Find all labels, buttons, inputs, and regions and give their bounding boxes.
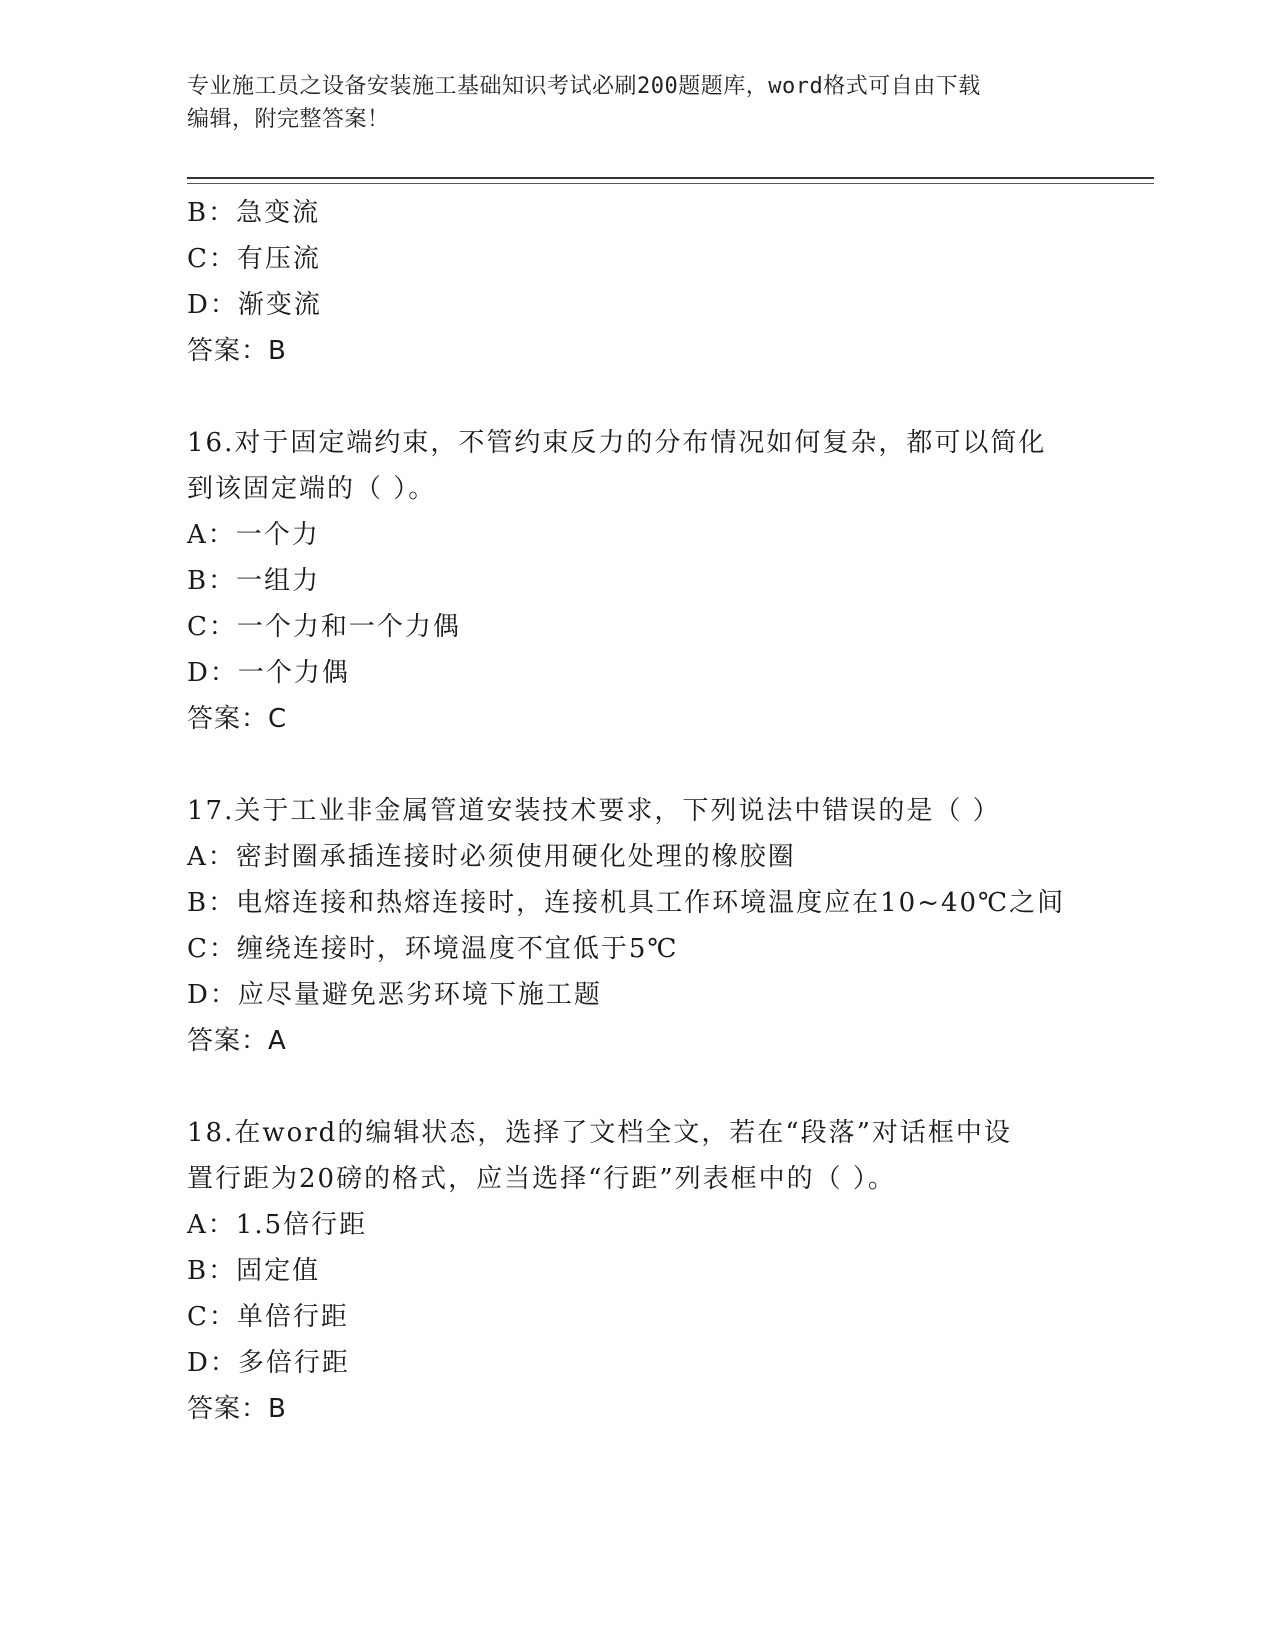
question-stem-continued: 置行距为20磅的格式，应当选择“行距”列表框中的（ ）。 (187, 1164, 896, 1194)
option-b: B：一组力 (187, 566, 321, 596)
option-c: C：缠绕连接时，环境温度不宜低于5℃ (187, 934, 679, 964)
question-content (187, 190, 1087, 1432)
question-stem: 16.对于固定端约束，不管约束反力的分布情况如何复杂，都可以简化 (187, 428, 1047, 458)
header-line-1: 专业施工员之设备安装施工基础知识考试必刷200题题库，word格式可自由下载 (187, 74, 981, 99)
question-15 (187, 190, 1087, 374)
question-stem-continued: 到该固定端的（ ）。 (187, 474, 437, 504)
option-c: C：单倍行距 (187, 1302, 349, 1332)
question-16 (187, 420, 1087, 742)
option-b: B：急变流 (187, 198, 321, 228)
question-stem: 18.在word的编辑状态，选择了文档全文，若在“段落”对话框中设 (187, 1118, 1012, 1148)
option-a: A：1.5倍行距 (187, 1210, 368, 1240)
question-17 (187, 788, 1087, 1064)
spacer (187, 742, 1087, 788)
answer: 答案：B (187, 1394, 287, 1424)
option-d: D：渐变流 (187, 290, 322, 320)
option-b: B：电熔连接和热熔连接时，连接机具工作环境温度应在10~40℃之间 (187, 888, 1066, 918)
document-header (187, 70, 1087, 136)
answer: 答案：B (187, 336, 287, 366)
option-d: D：多倍行距 (187, 1348, 350, 1378)
option-d: D：一个力偶 (187, 658, 350, 688)
header-rule-thick (187, 177, 1154, 179)
answer: 答案：A (187, 1026, 287, 1056)
spacer (187, 1064, 1087, 1110)
question-stem: 17.关于工业非金属管道安装技术要求，下列说法中错误的是（ ） (187, 796, 1001, 826)
option-c: C：有压流 (187, 244, 321, 274)
answer: 答案：C (187, 704, 288, 734)
option-c: C：一个力和一个力偶 (187, 612, 461, 642)
option-a: A：一个力 (187, 520, 320, 550)
option-a: A：密封圈承插连接时必须使用硬化处理的橡胶圈 (187, 842, 796, 872)
header-rule-thin (187, 183, 1154, 184)
header-line-2: 编辑，附完整答案！ (187, 107, 390, 132)
question-18 (187, 1110, 1087, 1432)
option-d: D：应尽量避免恶劣环境下施工题 (187, 980, 602, 1010)
spacer (187, 374, 1087, 420)
option-b: B：固定值 (187, 1256, 321, 1286)
